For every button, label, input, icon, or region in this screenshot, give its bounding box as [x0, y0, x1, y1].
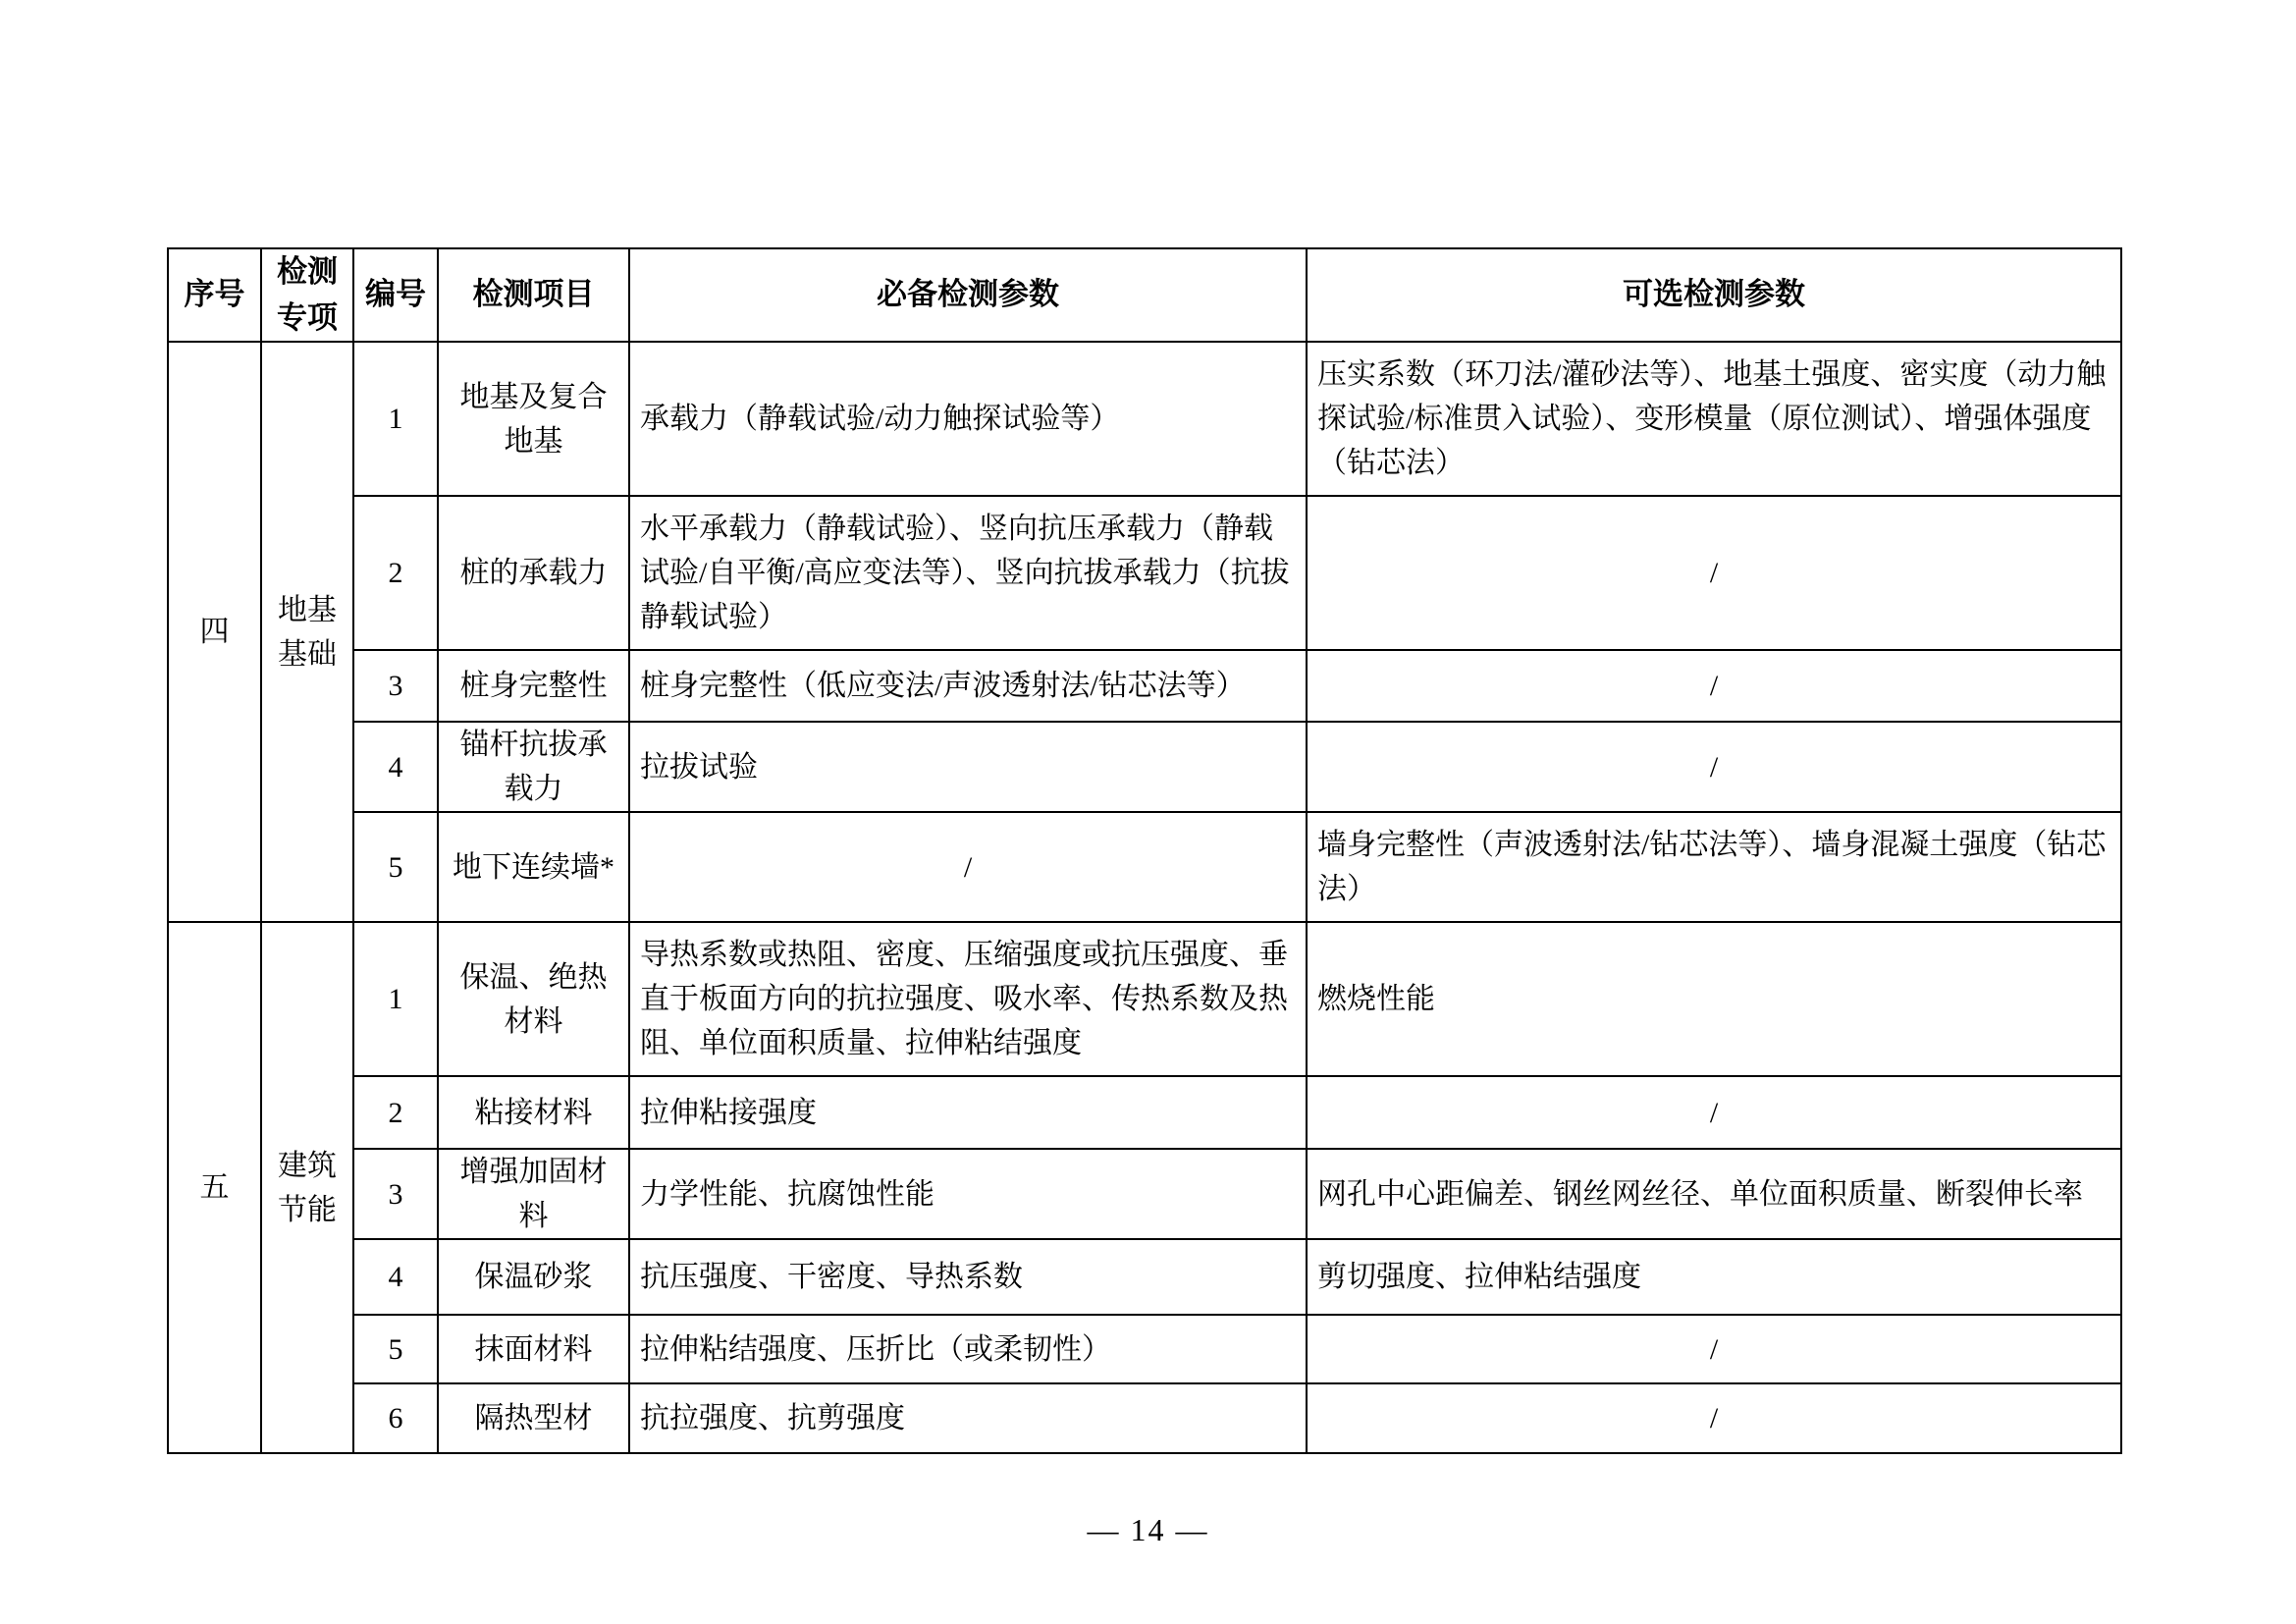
- header-serial: 序号: [168, 248, 261, 342]
- cell-item: 桩身完整性: [438, 650, 629, 722]
- page-number: — 14 —: [1087, 1512, 1209, 1547]
- cell-item: 锚杆抗拔承载力: [438, 722, 629, 812]
- cell-optional-params: 网孔中心距偏差、钢丝网丝径、单位面积质量、断裂伸长率: [1307, 1149, 2121, 1239]
- cell-optional-params: /: [1307, 1315, 2121, 1383]
- cell-specialty: 建筑节能: [261, 922, 353, 1453]
- table-row: [168, 1383, 2121, 1453]
- cell-no: 1: [353, 922, 438, 1076]
- cell-no: 5: [353, 812, 438, 922]
- table-row: [168, 722, 2121, 812]
- cell-required-params: 导热系数或热阻、密度、压缩强度或抗压强度、垂直于板面方向的抗拉强度、吸水率、传热系数及热阻、单位面积质量、拉伸粘结强度: [629, 922, 1307, 1076]
- cell-required-params: 抗拉强度、抗剪强度: [629, 1383, 1307, 1453]
- header-specialty: 检测专项: [261, 248, 353, 342]
- table-row: [168, 812, 2121, 922]
- cell-required-params: 承载力（静载试验/动力触探试验等）: [629, 342, 1307, 496]
- cell-optional-params: /: [1307, 722, 2121, 812]
- table-row: [168, 1149, 2121, 1239]
- table-row: [168, 922, 2121, 1076]
- cell-item: 保温、绝热材料: [438, 922, 629, 1076]
- cell-required-params: /: [629, 812, 1307, 922]
- cell-no: 5: [353, 1315, 438, 1383]
- cell-required-params: 拉拔试验: [629, 722, 1307, 812]
- table-row: [168, 1315, 2121, 1383]
- cell-no: 2: [353, 496, 438, 650]
- cell-required-params: 桩身完整性（低应变法/声波透射法/钻芯法等）: [629, 650, 1307, 722]
- inspection-table: [167, 247, 2122, 1454]
- table-row: [168, 650, 2121, 722]
- cell-serial: 四: [168, 342, 261, 922]
- cell-required-params: 拉伸粘结强度、压折比（或柔韧性）: [629, 1315, 1307, 1383]
- cell-optional-params: 压实系数（环刀法/灌砂法等）、地基土强度、密实度（动力触探试验/标准贯入试验）、变形模量（原位测试）、增强体强度（钻芯法）: [1307, 342, 2121, 496]
- cell-optional-params: /: [1307, 650, 2121, 722]
- cell-no: 6: [353, 1383, 438, 1453]
- cell-item: 地基及复合地基: [438, 342, 629, 496]
- cell-optional-params: 剪切强度、拉伸粘结强度: [1307, 1239, 2121, 1315]
- cell-item: 增强加固材料: [438, 1149, 629, 1239]
- cell-no: 2: [353, 1076, 438, 1149]
- cell-no: 1: [353, 342, 438, 496]
- cell-required-params: 抗压强度、干密度、导热系数: [629, 1239, 1307, 1315]
- cell-optional-params: /: [1307, 1383, 2121, 1453]
- cell-no: 3: [353, 650, 438, 722]
- cell-item: 桩的承载力: [438, 496, 629, 650]
- cell-specialty: 地基基础: [261, 342, 353, 922]
- cell-item: 粘接材料: [438, 1076, 629, 1149]
- cell-optional-params: 墙身完整性（声波透射法/钻芯法等）、墙身混凝土强度（钻芯法）: [1307, 812, 2121, 922]
- header-no: 编号: [353, 248, 438, 342]
- cell-item: 保温砂浆: [438, 1239, 629, 1315]
- table-row: [168, 1076, 2121, 1149]
- cell-item: 地下连续墙*: [438, 812, 629, 922]
- cell-optional-params: /: [1307, 1076, 2121, 1149]
- table-row: [168, 1239, 2121, 1315]
- cell-item: 抹面材料: [438, 1315, 629, 1383]
- cell-required-params: 力学性能、抗腐蚀性能: [629, 1149, 1307, 1239]
- cell-serial: 五: [168, 922, 261, 1453]
- table-row: [168, 496, 2121, 650]
- cell-required-params: 水平承载力（静载试验）、竖向抗压承载力（静载试验/自平衡/高应变法等）、竖向抗拔承载力（抗拔静载试验）: [629, 496, 1307, 650]
- cell-optional-params: /: [1307, 496, 2121, 650]
- header-item: 检测项目: [438, 248, 629, 342]
- cell-no: 4: [353, 1239, 438, 1315]
- table-header-row: [168, 248, 2121, 342]
- cell-item: 隔热型材: [438, 1383, 629, 1453]
- table-row: [168, 342, 2121, 496]
- header-optional-params: 可选检测参数: [1307, 248, 2121, 342]
- header-required-params: 必备检测参数: [629, 248, 1307, 342]
- cell-no: 4: [353, 722, 438, 812]
- cell-no: 3: [353, 1149, 438, 1239]
- cell-required-params: 拉伸粘接强度: [629, 1076, 1307, 1149]
- cell-optional-params: 燃烧性能: [1307, 922, 2121, 1076]
